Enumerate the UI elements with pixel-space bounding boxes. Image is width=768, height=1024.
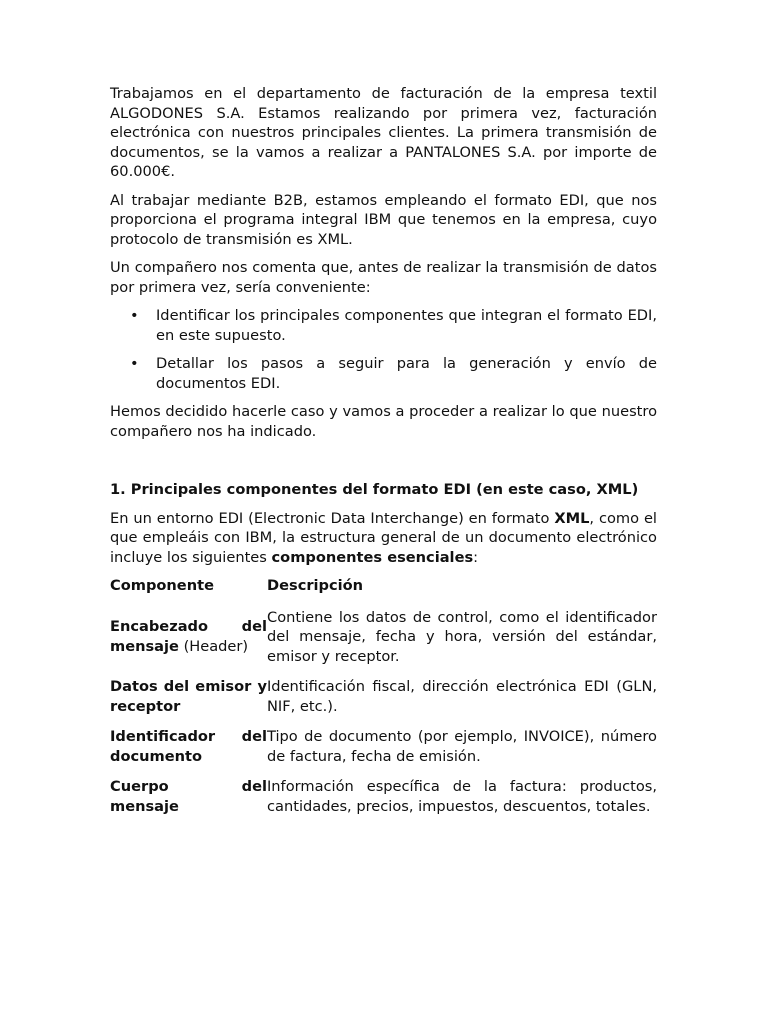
document-page [110,84,657,827]
task-list [110,306,657,393]
table-row [110,677,657,727]
component-cell [110,608,267,678]
table-row [110,608,657,678]
task-list-item: • Identificar los principales componentes que integran el formato EDI, en este supuesto. [110,306,657,345]
intro-paragraph-3: Un compañero nos comenta que, antes de realizar la transmisión de datos por primera vez, sería conveniente: [110,259,657,296]
section-text: : [473,548,479,566]
section-spacer [110,450,657,480]
section-paragraph [110,509,657,568]
components-table [110,576,657,827]
description-cell: Tipo de documento (por ejemplo, INVOICE), número de factura, fecha de emisión. [267,728,657,765]
intro-paragraph-4: Hemos decidido hacerle caso y vamos a proceder a realizar lo que nuestro compañero nos ha indicado. [110,403,657,440]
component-name: Identificador del documento [110,728,267,765]
table-row [110,727,657,777]
component-name: Cuerpo del mensaje [110,778,267,815]
header-label: Descripción [267,577,364,594]
section-text-bold: componentes esenciales [271,548,474,566]
component-name: Datos del emisor y receptor [110,678,267,715]
component-cell [110,777,267,827]
header-label: Componente [110,577,214,594]
description-cell: Información específica de la factura: productos, cantidades, precios, impuestos, descuentos, totales. [267,778,657,815]
table-header-cell [110,576,267,608]
intro-paragraph-2: Al trabajar mediante B2B, estamos empleando el formato EDI, que nos proporciona el programa integral IBM que tenemos en la empresa, cuyo protocolo de transmisión es XML. [110,191,657,248]
description-cell: Identificación fiscal, dirección electrónica EDI (GLN, NIF, etc.). [267,678,657,715]
description-cell: Contiene los datos de control, como el identificador del mensaje, fecha y hora, versión del estándar, emisor y receptor. [267,608,657,665]
intro-paragraph-1: Trabajamos en el departamento de facturación de la empresa textil ALGODONES S.A. Estamos realizando por primera vez, facturación electrónica con nuestros principales clientes. La primera transmisión de documentos, se la vamos a realizar a PANTALONES S.A. por importe de 60.000€. [110,85,657,180]
table-row [110,777,657,827]
section-heading: 1. Principales componentes del formato EDI (en este caso, XML) [110,481,639,498]
table-header-row [110,576,657,608]
section-text-bold: XML [554,509,590,527]
component-cell [110,727,267,777]
task-list-item: • Detallar los pasos a seguir para la generación y envío de documentos EDI. [110,354,657,393]
section-text: En un entorno EDI (Electronic Data Interchange) en formato [110,509,555,527]
component-name: Encabezado del mensaje [110,618,267,655]
component-suffix: (Header) [178,637,249,655]
table-header-cell [267,576,657,608]
section-text: , como el que empleáis con IBM, la estructura general de un documento electrónico incluye los siguientes [110,509,657,566]
component-cell [110,677,267,727]
